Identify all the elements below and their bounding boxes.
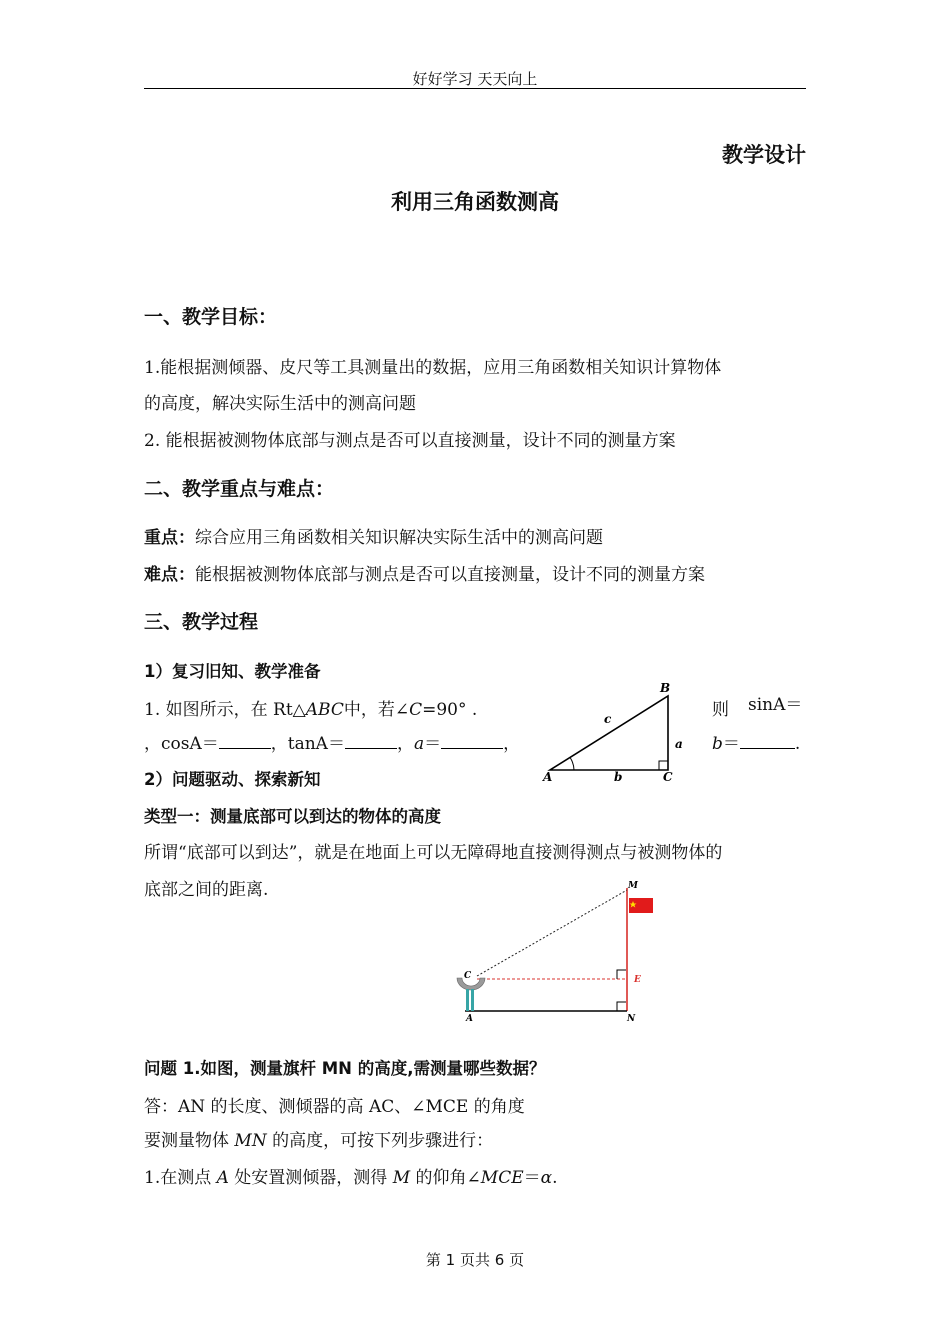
difficulty-label: 难点： [144,565,195,585]
question-1-line [144,695,477,720]
step1-c: 的仰角∠ [410,1168,481,1188]
steps-intro-a: 要测量物体 [144,1131,235,1151]
steps-intro-b: 的高度，可按下列步骤进行： [266,1131,494,1151]
section-heading-process: 三、教学过程 [144,611,259,633]
difficulty-line [144,560,705,585]
q1-comma: ， [503,734,521,754]
vertex-a-label: A [543,770,553,784]
q1-tan: ，tanA＝ [270,734,345,754]
point-e-label: E [634,975,641,985]
point-c-label: C [464,971,472,981]
angle-a-arc [570,758,574,770]
vertex-c-label: C [663,770,673,784]
flagpole-figure [445,878,665,1028]
step1-e: . [552,1168,558,1188]
steps-intro [144,1126,493,1151]
section-heading-objectives: 一、教学目标： [144,306,278,328]
right-triangle-figure [540,680,700,785]
section-heading-key-points: 二、教学重点与难点： [144,478,335,500]
cos-blank[interactable] [219,731,271,749]
step1-alpha: α [540,1168,553,1188]
document-title: 利用三角函数测高 [391,190,559,214]
step-1-line [144,1163,558,1188]
q1-a-eq: ＝ [424,734,442,754]
question-1-title: 问题 1.如图，测量旗杆 MN 的高度,需测量哪些数据？ [144,1059,546,1078]
answer-line: 答：AN 的长度、测倾器的高 AC、∠MCE 的角度 [144,1097,525,1117]
step1-point-m: M [392,1168,411,1188]
side-a-label: a [675,737,683,751]
paragraph-1-line-2: 底部之间的距离. [144,880,269,900]
sight-line [477,890,627,976]
key-point-line [144,523,603,548]
q1-period: . [794,734,801,754]
objective-line-3: 2. 能根据被测物体底部与测点是否可以直接测量，设计不同的测量方案 [144,431,676,451]
type-1-heading: 类型一：测量底部可以到达的物体的高度 [144,807,441,826]
q1-b-line [712,729,800,754]
q1-b-eq: ＝ [722,734,740,754]
step1-point-a: A [216,1168,229,1188]
objective-line-2: 的高度，解决实际生活中的测高问题 [144,394,416,414]
key-point-text: 综合应用三角函数相关知识解决实际生活中的测高问题 [195,528,603,548]
step1-a: 1.在测点 [144,1168,217,1188]
paragraph-1-line-1: 所谓“底部可以到达”，就是在地面上可以无障碍地直接测得测点与被测物体的 [144,843,723,863]
inclinometer-stand-left [466,989,469,1011]
q1-prefix: 1. 如图所示，在 Rt△ [144,700,306,720]
objective-line-1: 1.能根据测倾器、皮尺等工具测量出的数据，应用三角函数相关知识计算物体 [144,358,722,378]
key-point-label: 重点： [144,528,195,548]
q1-then: 则 [712,700,729,720]
right-angle-mark [659,761,668,770]
vertex-b-label: B [660,681,671,695]
q1-sin: sinA＝ [748,695,803,715]
q1-a: a [413,734,425,754]
q1-b: b [712,734,723,754]
right-angle-mark-e [617,970,626,979]
q1-abc: ABC [305,700,344,720]
side-c-label: c [604,712,612,726]
document-label: 教学设计 [722,143,806,167]
steps-intro-mn: MN [234,1131,267,1151]
inclinometer-stand-right [471,989,474,1011]
b-blank[interactable] [740,731,795,749]
side-b-label: b [614,770,623,784]
step1-angle-mce: MCE [480,1168,524,1188]
step1-d: ＝ [523,1168,541,1188]
subheading-review: 1）复习旧知、教学准备 [144,662,321,681]
tan-blank[interactable] [345,731,397,749]
point-a-label: A [466,1014,473,1024]
difficulty-text: 能根据被测物体底部与测点是否可以直接测量，设计不同的测量方案 [195,565,705,585]
q1-c: C [409,700,423,720]
header-rule [144,88,806,89]
page-footer: 第 1 页共 6 页 [425,1251,525,1269]
subheading-explore: 2）问题驱动、探索新知 [144,770,321,789]
step1-b: 处安置测倾器，测得 [228,1168,393,1188]
triangle-shape [550,696,668,770]
a-blank[interactable] [441,731,503,749]
q1-cos: ，cosA＝ [144,734,219,754]
q1-comma-sep: ， [396,734,414,754]
q1-mid: 中，若∠ [343,700,410,720]
point-n-label: N [627,1014,636,1024]
right-angle-mark-n [617,1002,626,1011]
question-1-blanks-line [144,729,520,754]
q1-suffix: =90° . [422,700,478,720]
point-m-label: M [628,881,638,891]
page-header: 好好学习 天天向上 [412,70,538,88]
